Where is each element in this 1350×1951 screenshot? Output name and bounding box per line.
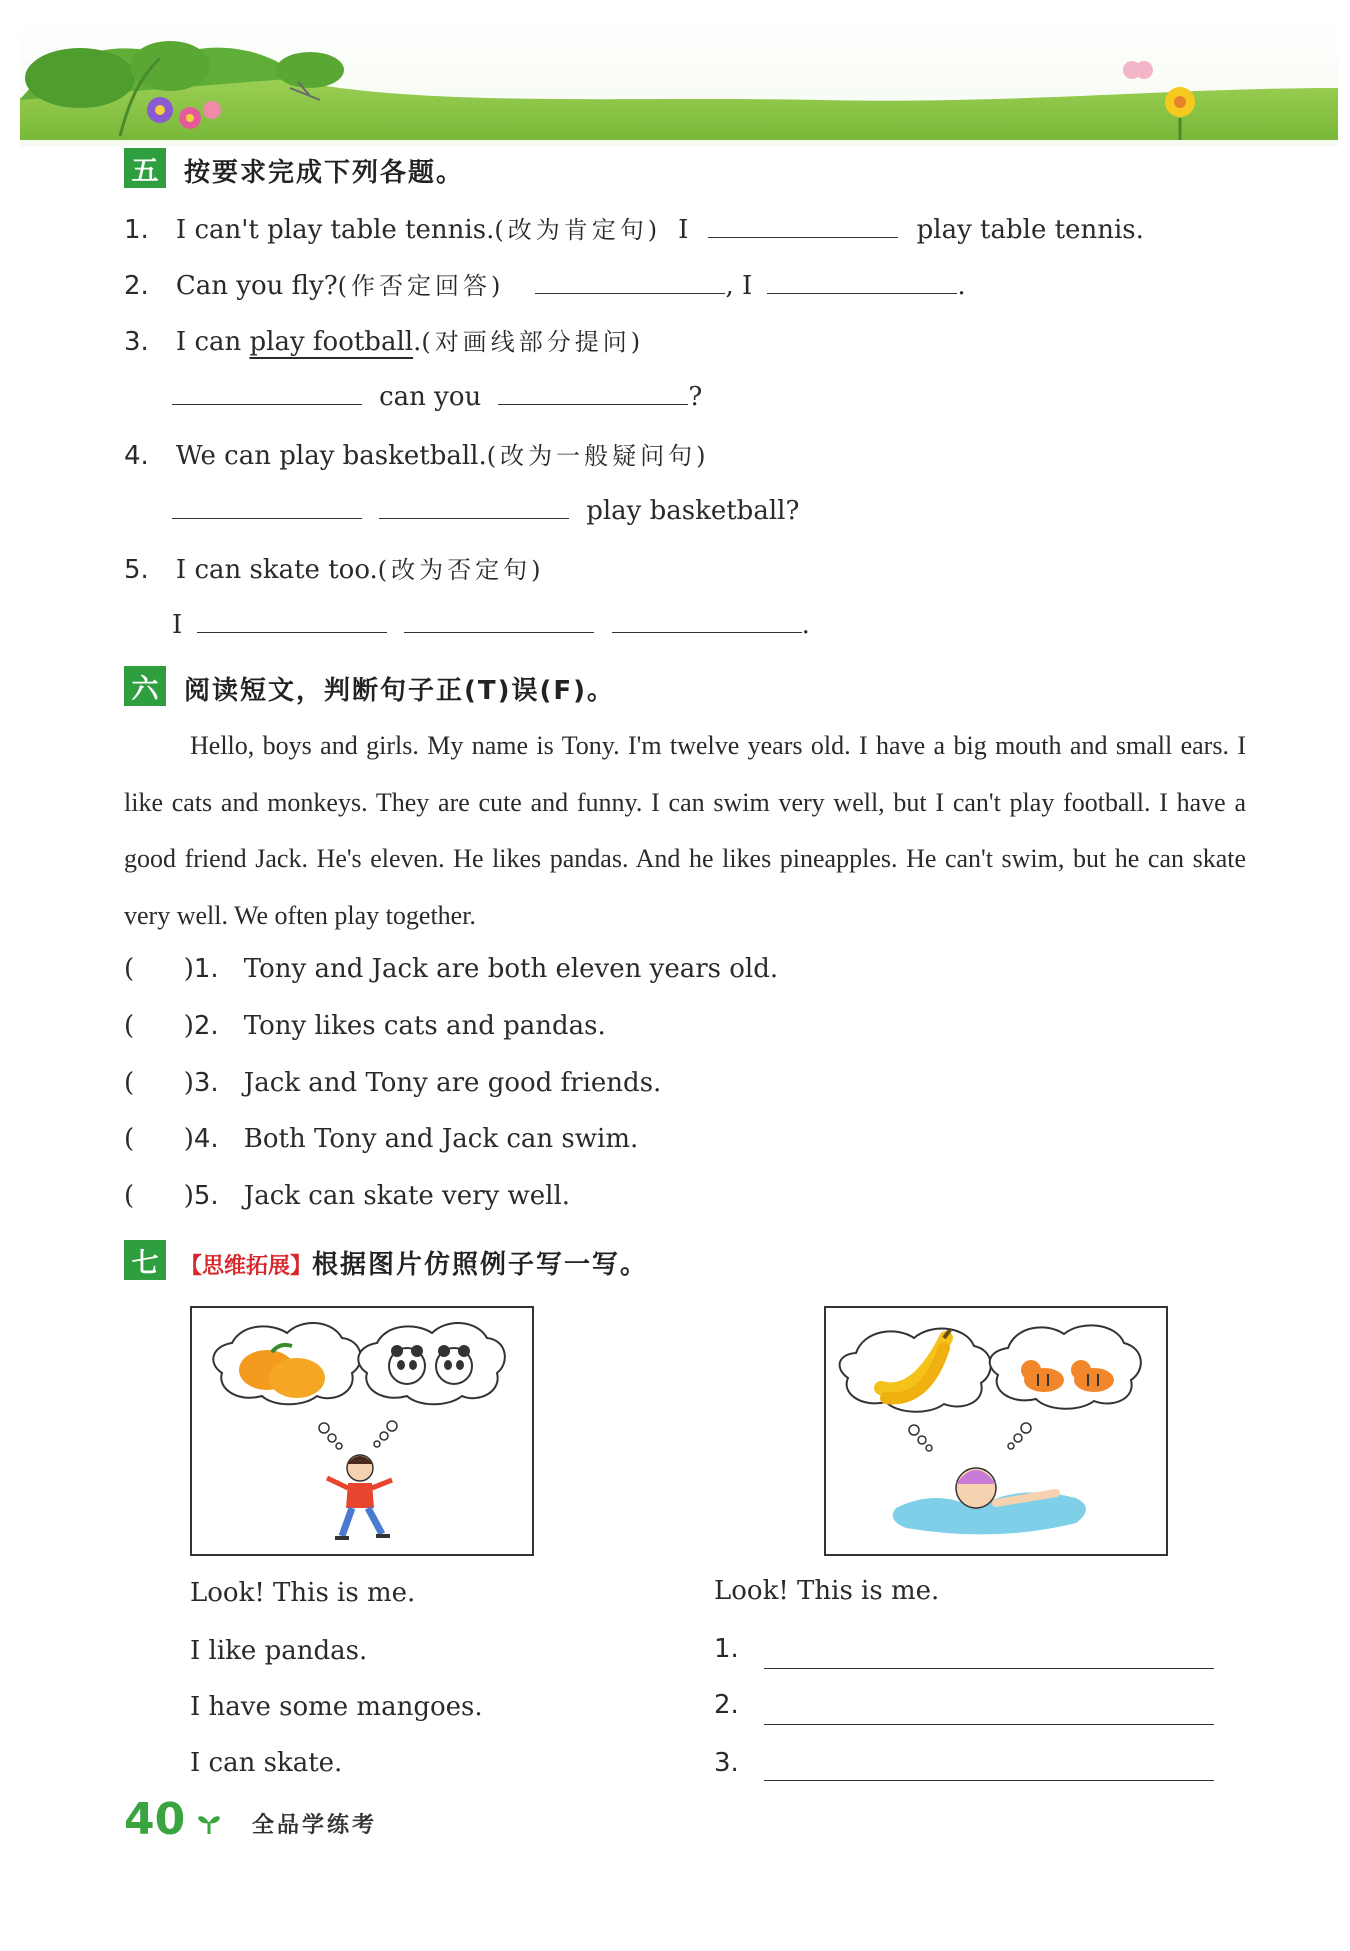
question-number: 2.: [124, 271, 149, 301]
answer-blank[interactable]: [708, 213, 898, 238]
question-text: Can you fly?: [175, 271, 338, 301]
instruction-text: (作否定回答): [337, 272, 505, 300]
question-text: We can play basketball.: [175, 441, 487, 471]
item-number: 1.: [193, 954, 219, 984]
instruction-text: (改为肯定句): [494, 216, 662, 244]
question-4-answer: [172, 494, 799, 526]
item-number: 3.: [193, 1068, 219, 1098]
task-number-3: 3.: [714, 1748, 739, 1778]
instruction-text: (对画线部分提问): [421, 328, 645, 356]
answer-blank[interactable]: [767, 269, 957, 294]
task-answer-line-2[interactable]: [764, 1702, 1214, 1725]
item-text: Both Tony and Jack can swim.: [243, 1124, 639, 1154]
answer-paren[interactable]: ( ): [124, 1068, 194, 1098]
section-7-badge: 七: [124, 1240, 166, 1280]
section-6-title: 阅读短文，判断句子正(T)误(F)。: [184, 676, 616, 706]
brand-name: 全品学练考: [252, 1813, 378, 1838]
reading-passage: [124, 718, 1246, 944]
example-line-1: Look! This is me.: [190, 1578, 416, 1608]
question-text: I can: [175, 327, 250, 357]
answer-suffix: play basketball?: [586, 496, 800, 526]
answer-paren[interactable]: ( ): [124, 1011, 194, 1041]
section-5-badge: 五: [124, 148, 166, 188]
task-answer-line-1[interactable]: [764, 1646, 1214, 1669]
sprout-icon: [196, 1812, 222, 1836]
answer-blank[interactable]: [172, 380, 362, 405]
section-7-title-row: [180, 1244, 648, 1281]
answer-suffix: .: [801, 610, 810, 640]
answer-paren[interactable]: ( ): [124, 1124, 194, 1154]
answer-blank[interactable]: [535, 269, 725, 294]
item-number: 5.: [193, 1181, 219, 1211]
task-picture: [824, 1306, 1168, 1556]
question-5: [124, 550, 545, 585]
question-3: [124, 322, 644, 357]
section-5-title: 按要求完成下列各题。: [184, 158, 465, 188]
example-picture: [190, 1306, 534, 1556]
instruction-text: (改为一般疑问句): [486, 442, 710, 470]
answer-middle: can you: [379, 382, 482, 412]
instruction-text: (改为否定句): [377, 556, 545, 584]
list-item: [124, 1181, 570, 1211]
answer-blank[interactable]: [379, 494, 569, 519]
task-number-1: 1.: [714, 1634, 739, 1664]
question-number: 1.: [124, 215, 149, 245]
page-number: 40: [124, 1794, 186, 1845]
answer-prefix: I: [678, 215, 689, 245]
question-text-end: .: [413, 327, 422, 357]
thinking-extension-tag: 【思维拓展】: [180, 1254, 313, 1279]
answer-blank[interactable]: [498, 380, 688, 405]
task-illustration: [826, 1308, 1166, 1554]
question-4: [124, 436, 710, 471]
answer-blank[interactable]: [612, 608, 802, 633]
answer-paren[interactable]: ( ): [124, 954, 194, 984]
list-item: [124, 1068, 661, 1098]
task-answer-line-3[interactable]: [764, 1758, 1214, 1781]
section-6-badge: 六: [124, 666, 166, 706]
header-grass-banner: [20, 18, 1338, 146]
question-text: I can skate too.: [175, 555, 378, 585]
question-number: 5.: [124, 555, 149, 585]
answer-suffix: play table tennis.: [916, 215, 1144, 245]
task-number-2: 2.: [714, 1690, 739, 1720]
answer-blank[interactable]: [197, 608, 387, 633]
example-line-2: I like pandas.: [190, 1636, 368, 1666]
question-text: I can't play table tennis.: [175, 215, 495, 245]
list-item: [124, 954, 778, 984]
answer-suffix: .: [957, 271, 966, 301]
example-line-3: I have some mangoes.: [190, 1692, 483, 1722]
item-number: 4.: [193, 1124, 219, 1154]
section-7-title: 根据图片仿照例子写一写。: [312, 1250, 649, 1280]
item-text: Tony and Jack are both eleven years old.: [243, 954, 779, 984]
item-text: Jack can skate very well.: [243, 1181, 571, 1211]
list-item: [124, 1011, 606, 1041]
answer-blank[interactable]: [172, 494, 362, 519]
example-illustration: [192, 1308, 532, 1554]
task-heading: Look! This is me.: [714, 1576, 940, 1606]
item-number: 2.: [193, 1011, 219, 1041]
answer-paren[interactable]: ( ): [124, 1181, 194, 1211]
answer-prefix: I: [172, 610, 183, 640]
passage-text: Hello, boys and girls. My name is Tony. I'm twelve years old. I have a big mouth and small ears. I like cats and monkeys. They are cute and funny. I can swim very well, but I can't play football. I have a good friend Jack. He's eleven. He likes pandas. And he likes pineapples. He can't swim, but he can skate very well. We often play together.: [124, 731, 1246, 930]
question-5-answer: [172, 608, 810, 640]
example-line-4: I can skate.: [190, 1748, 343, 1778]
question-1: [124, 210, 1144, 245]
answer-suffix: ?: [688, 382, 703, 412]
item-text: Tony likes cats and pandas.: [243, 1011, 606, 1041]
item-text: Jack and Tony are good friends.: [243, 1068, 662, 1098]
answer-middle: , I: [725, 271, 753, 301]
answer-blank[interactable]: [404, 608, 594, 633]
question-3-answer: [172, 380, 702, 412]
question-number: 4.: [124, 441, 149, 471]
question-2: [124, 266, 966, 301]
list-item: [124, 1124, 638, 1154]
underlined-phrase: play football: [249, 327, 414, 357]
question-number: 3.: [124, 327, 149, 357]
